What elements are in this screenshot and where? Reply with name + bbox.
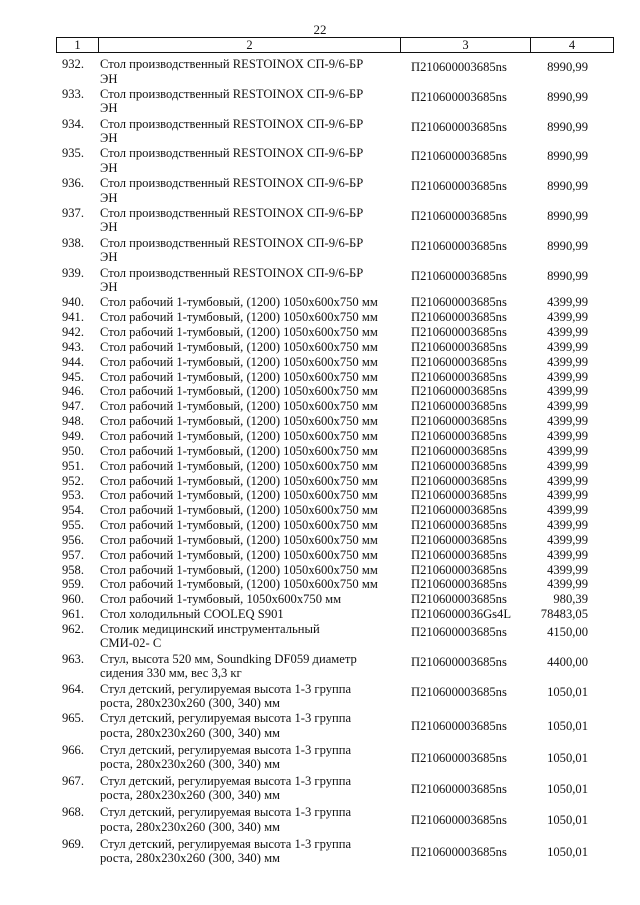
row-price: 4399,99: [547, 473, 588, 488]
description-line: Стол рабочий 1-тумбовый, (1200) 1050x600x750 мм: [100, 384, 378, 399]
table-row: [0, 622, 640, 652]
row-description: [100, 488, 400, 503]
row-code: П210600003685ns: [411, 238, 507, 253]
description-line: ЭН: [100, 101, 118, 116]
row-code: П210600003685ns: [411, 354, 507, 369]
row-number: 936.: [61, 176, 84, 191]
description-line: Стол рабочий 1-тумбовый, (1200) 1050x600x750 мм: [100, 339, 378, 354]
description-line: Стул детский, регулируемая высота 1-3 группа: [100, 742, 352, 757]
table-row: [0, 488, 640, 503]
row-price: 1050,01: [547, 750, 588, 765]
row-description: [100, 57, 400, 86]
row-description: [100, 743, 400, 772]
row-description: [100, 146, 400, 175]
row-code: П210600003685ns: [411, 458, 507, 473]
row-number: 935.: [61, 146, 84, 161]
row-code: П210600003685ns: [411, 149, 507, 164]
description-line: Стол рабочий 1-тумбовый, (1200) 1050x600x750 мм: [100, 399, 378, 414]
table-row: [0, 503, 640, 518]
row-price: 8990,99: [547, 89, 588, 104]
description-line: ЭН: [100, 220, 118, 235]
row-code: П210600003685ns: [411, 781, 507, 796]
row-number: 939.: [61, 265, 84, 280]
description-line: Стул детский, регулируемая высота 1-3 группа: [100, 836, 352, 851]
row-description: [100, 622, 400, 651]
description-line: Стол производственный RESTOINOX СП-9/6-БР: [100, 265, 364, 280]
row-number: 960.: [61, 592, 84, 607]
table-body: [0, 57, 640, 868]
row-description: [100, 577, 400, 592]
table-row: [0, 176, 640, 206]
description-line: Стол рабочий 1-тумбовый, (1200) 1050x600x750 мм: [100, 369, 378, 384]
row-description: [100, 548, 400, 563]
table-row: [0, 57, 640, 87]
description-line: Стол рабочий 1-тумбовый, (1200) 1050x600x750 мм: [100, 414, 378, 429]
row-price: 8990,99: [547, 268, 588, 283]
row-price: 980,39: [553, 592, 588, 607]
row-code: П210600003685ns: [411, 503, 507, 518]
row-number: 964.: [61, 681, 84, 696]
row-price: 4399,99: [547, 428, 588, 443]
row-price: 8990,99: [547, 238, 588, 253]
table-row: [0, 236, 640, 266]
row-number: 942.: [61, 325, 84, 340]
row-description: [100, 266, 400, 295]
row-code: П210600003685ns: [411, 813, 507, 828]
table-row: [0, 206, 640, 236]
table-row: [0, 429, 640, 444]
description-line: Стол производственный RESTOINOX СП-9/6-БР: [100, 116, 364, 131]
description-line: Стул, высота 520 мм, Soundking DF059 диаметр: [100, 651, 357, 666]
table-row: [0, 474, 640, 489]
row-price: 4399,99: [547, 384, 588, 399]
row-price: 4399,99: [547, 325, 588, 340]
row-price: 4399,99: [547, 488, 588, 503]
table-row: [0, 805, 640, 836]
row-price: 1050,01: [547, 781, 588, 796]
description-line: роста, 280x230x260 (300, 340) мм: [100, 819, 281, 834]
table-row: [0, 743, 640, 774]
row-description: [100, 236, 400, 265]
description-line: роста, 280x230x260 (300, 340) мм: [100, 725, 281, 740]
description-line: Стол рабочий 1-тумбовый, (1200) 1050x600x750 мм: [100, 488, 378, 503]
description-line: Стол производственный RESTOINOX СП-9/6-БР: [100, 176, 364, 191]
description-line: сидения 330 мм, вес 3,3 кг: [100, 666, 242, 681]
description-line: Стол рабочий 1-тумбовый, (1200) 1050x600x750 мм: [100, 458, 378, 473]
row-code: П210600003685ns: [411, 310, 507, 325]
description-line: Стол производственный RESTOINOX СП-9/6-БР: [100, 235, 364, 250]
table-row: [0, 444, 640, 459]
row-number: 966.: [61, 742, 84, 757]
row-number: 969.: [61, 836, 84, 851]
row-number: 947.: [61, 399, 84, 414]
description-line: Стол рабочий 1-тумбовый, (1200) 1050x600x750 мм: [100, 325, 378, 340]
row-code: П210600003685ns: [411, 443, 507, 458]
row-price: 4399,99: [547, 532, 588, 547]
description-line: Стол рабочий 1-тумбовый, (1200) 1050x600x750 мм: [100, 547, 378, 562]
description-line: роста, 280x230x260 (300, 340) мм: [100, 757, 281, 772]
row-number: 938.: [61, 235, 84, 250]
row-code: П210600003685ns: [411, 719, 507, 734]
row-code: П210600003685ns: [411, 473, 507, 488]
table-row: [0, 837, 640, 868]
description-line: Стол рабочий 1-тумбовый, (1200) 1050x600x750 мм: [100, 295, 378, 310]
description-line: Стол рабочий 1-тумбовый, (1200) 1050x600x750 мм: [100, 503, 378, 518]
description-line: Стол рабочий 1-тумбовый, 1050x600x750 мм: [100, 592, 342, 607]
table-row: [0, 340, 640, 355]
row-number: 934.: [61, 116, 84, 131]
row-price: 4399,99: [547, 354, 588, 369]
description-line: Стол рабочий 1-тумбовый, (1200) 1050x600x750 мм: [100, 354, 378, 369]
row-description: [100, 176, 400, 205]
row-description: [100, 414, 400, 429]
row-code: П210600003685ns: [411, 119, 507, 134]
row-price: 1050,01: [547, 813, 588, 828]
description-line: Столик медицинский инструментальный: [100, 621, 320, 636]
description-line: Стол рабочий 1-тумбовый, (1200) 1050x600x750 мм: [100, 532, 378, 547]
table-row: [0, 295, 640, 310]
description-line: Стол производственный RESTOINOX СП-9/6-БР: [100, 146, 364, 161]
row-number: 940.: [61, 295, 84, 310]
row-number: 948.: [61, 414, 84, 429]
row-price: 4399,99: [547, 547, 588, 562]
description-line: Стол рабочий 1-тумбовый, (1200) 1050x600x750 мм: [100, 443, 378, 458]
table-row: [0, 577, 640, 592]
row-price: 8990,99: [547, 149, 588, 164]
row-code: П210600003685ns: [411, 532, 507, 547]
row-code: П210600003685ns: [411, 684, 507, 699]
table-row: [0, 310, 640, 325]
description-line: ЭН: [100, 160, 118, 175]
description-line: Стол рабочий 1-тумбовый, (1200) 1050x600x750 мм: [100, 310, 378, 325]
description-line: Стол рабочий 1-тумбовый, (1200) 1050x600x750 мм: [100, 518, 378, 533]
row-number: 963.: [61, 651, 84, 666]
description-line: Стол производственный RESTOINOX СП-9/6-БР: [100, 57, 364, 71]
row-description: [100, 592, 400, 607]
row-number: 941.: [61, 310, 84, 325]
row-description: [100, 399, 400, 414]
row-number: 937.: [61, 205, 84, 220]
row-number: 946.: [61, 384, 84, 399]
column-header-4: 4: [568, 38, 576, 52]
row-price: 4400,00: [547, 654, 588, 669]
row-number: 952.: [61, 473, 84, 488]
row-description: [100, 503, 400, 518]
table-header: [56, 37, 614, 53]
table-row: [0, 325, 640, 340]
row-code: П210600003685ns: [411, 295, 507, 310]
description-line: Стол производственный RESTOINOX СП-9/6-БР: [100, 205, 364, 220]
row-number: 953.: [61, 488, 84, 503]
table-row: [0, 355, 640, 370]
row-price: 4399,99: [547, 458, 588, 473]
row-code: П210600003685ns: [411, 844, 507, 859]
description-line: Стол рабочий 1-тумбовый, (1200) 1050x600x750 мм: [100, 428, 378, 443]
row-description: [100, 295, 400, 310]
row-code: П210600003685ns: [411, 624, 507, 639]
row-number: 965.: [61, 711, 84, 726]
description-line: Стол рабочий 1-тумбовый, (1200) 1050x600x750 мм: [100, 562, 378, 577]
row-code: П210600003685ns: [411, 208, 507, 223]
table-row: [0, 87, 640, 117]
row-description: [100, 206, 400, 235]
row-description: [100, 711, 400, 740]
description-line: роста, 280x230x260 (300, 340) мм: [100, 788, 281, 803]
row-code: П210600003685ns: [411, 577, 507, 592]
row-number: 945.: [61, 369, 84, 384]
description-line: Стул детский, регулируемая высота 1-3 группа: [100, 711, 352, 726]
row-price: 4399,99: [547, 295, 588, 310]
row-price: 4150,00: [547, 624, 588, 639]
row-price: 8990,99: [547, 179, 588, 194]
row-code: П210600003685ns: [411, 428, 507, 443]
table-row: [0, 117, 640, 147]
description-line: Стул детский, регулируемая высота 1-3 группа: [100, 805, 352, 820]
row-description: [100, 429, 400, 444]
row-number: 959.: [61, 577, 84, 592]
table-row: [0, 518, 640, 533]
row-price: 4399,99: [547, 503, 588, 518]
table-row: [0, 533, 640, 548]
row-code: П210600003685ns: [411, 750, 507, 765]
row-description: [100, 682, 400, 711]
description-line: Стол производственный RESTOINOX СП-9/6-БР: [100, 86, 364, 101]
column-header-1: 1: [57, 38, 99, 52]
row-description: [100, 370, 400, 385]
row-description: [100, 384, 400, 399]
table-row: [0, 414, 640, 429]
table-row: [0, 459, 640, 474]
row-code: П210600003685ns: [411, 339, 507, 354]
row-code: П210600003685ns: [411, 369, 507, 384]
row-description: [100, 474, 400, 489]
row-number: 944.: [61, 354, 84, 369]
description-line: ЭН: [100, 280, 118, 295]
row-number: 958.: [61, 562, 84, 577]
table-row: [0, 607, 640, 622]
description-line: Стол холодильный COOLEQ S901: [100, 607, 284, 622]
row-code: П210600003685ns: [411, 268, 507, 283]
row-number: 968.: [61, 805, 84, 820]
column-header-3: 3: [401, 38, 531, 52]
row-price: 4399,99: [547, 310, 588, 325]
row-code: П210600003685ns: [411, 399, 507, 414]
row-price: 4399,99: [547, 369, 588, 384]
description-line: ЭН: [100, 250, 118, 265]
row-price: 4399,99: [547, 518, 588, 533]
table-row: [0, 774, 640, 805]
row-code: П210600003685ns: [411, 518, 507, 533]
description-line: Стул детский, регулируемая высота 1-3 группа: [100, 773, 352, 788]
description-line: Стол рабочий 1-тумбовый, (1200) 1050x600x750 мм: [100, 577, 378, 592]
row-description: [100, 340, 400, 355]
row-code: П210600003685ns: [411, 89, 507, 104]
description-line: роста, 280x230x260 (300, 340) мм: [100, 851, 281, 866]
row-price: 4399,99: [547, 577, 588, 592]
row-number: 957.: [61, 547, 84, 562]
row-number: 943.: [61, 339, 84, 354]
table-row: [0, 711, 640, 742]
row-price: 4399,99: [547, 414, 588, 429]
row-price: 8990,99: [547, 208, 588, 223]
row-description: [100, 805, 400, 834]
description-line: ЭН: [100, 190, 118, 205]
row-code: П210600003685ns: [411, 179, 507, 194]
row-number: 962.: [61, 621, 84, 636]
description-line: роста, 280x230x260 (300, 340) мм: [100, 696, 281, 711]
row-number: 932.: [61, 57, 84, 71]
row-code: П210600003685ns: [411, 60, 507, 74]
description-line: ЭН: [100, 71, 118, 86]
row-price: 78483,05: [540, 607, 588, 622]
table-row: [0, 563, 640, 578]
table-row: [0, 682, 640, 712]
row-description: [100, 117, 400, 146]
row-number: 949.: [61, 428, 84, 443]
row-description: [100, 774, 400, 803]
row-number: 967.: [61, 773, 84, 788]
row-number: 956.: [61, 532, 84, 547]
row-code: П210600003685ns: [411, 414, 507, 429]
row-code: П210600003685ns: [411, 592, 507, 607]
page-number: 22: [313, 22, 327, 37]
row-price: 1050,01: [547, 719, 588, 734]
table-row: [0, 592, 640, 607]
row-description: [100, 355, 400, 370]
row-description: [100, 563, 400, 578]
row-price: 8990,99: [547, 119, 588, 134]
row-description: [100, 837, 400, 866]
table-row: [0, 266, 640, 296]
column-header-2: 2: [99, 38, 401, 52]
row-description: [100, 310, 400, 325]
row-code: П2106000036Gs4L: [411, 607, 512, 622]
row-code: П210600003685ns: [411, 325, 507, 340]
row-description: [100, 444, 400, 459]
row-number: 950.: [61, 443, 84, 458]
row-description: [100, 533, 400, 548]
row-price: 4399,99: [547, 562, 588, 577]
table-row: [0, 384, 640, 399]
row-code: П210600003685ns: [411, 547, 507, 562]
row-code: П210600003685ns: [411, 562, 507, 577]
row-number: 961.: [61, 607, 84, 622]
row-code: П210600003685ns: [411, 654, 507, 669]
row-code: П210600003685ns: [411, 488, 507, 503]
table-row: [0, 652, 640, 682]
table-row: [0, 399, 640, 414]
row-price: 1050,01: [547, 844, 588, 859]
row-number: 933.: [61, 86, 84, 101]
row-number: 955.: [61, 518, 84, 533]
row-description: [100, 325, 400, 340]
row-description: [100, 607, 400, 622]
description-line: СМИ-02- С: [100, 636, 162, 651]
row-description: [100, 87, 400, 116]
row-price: 4399,99: [547, 399, 588, 414]
row-price: 4399,99: [547, 339, 588, 354]
table-row: [0, 146, 640, 176]
table-row: [0, 370, 640, 385]
row-description: [100, 652, 400, 681]
row-description: [100, 459, 400, 474]
description-line: Стул детский, регулируемая высота 1-3 группа: [100, 681, 352, 696]
row-description: [100, 518, 400, 533]
description-line: Стол рабочий 1-тумбовый, (1200) 1050x600x750 мм: [100, 473, 378, 488]
row-price: 1050,01: [547, 684, 588, 699]
row-number: 951.: [61, 458, 84, 473]
row-number: 954.: [61, 503, 84, 518]
table-row: [0, 548, 640, 563]
row-price: 4399,99: [547, 443, 588, 458]
description-line: ЭН: [100, 131, 118, 146]
row-price: 8990,99: [547, 60, 588, 74]
row-code: П210600003685ns: [411, 384, 507, 399]
